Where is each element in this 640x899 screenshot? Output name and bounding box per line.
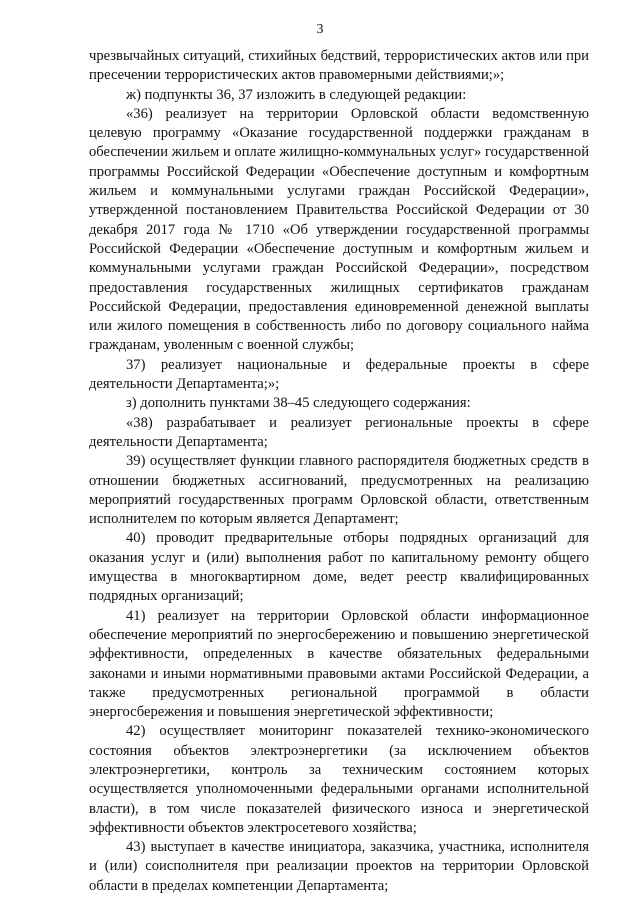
paragraph-item-42: 42) осуществляет мониторинг показателей технико-экономического состояния объектов электроэнергетики (за исключением объектов электроэнергетики, контроль за техническим состоянием которых осуществляется уполномоченными федеральными органами исполнительной власти), в том числе показателей физического износа и энергетической эффективности объектов электросетевого хозяйства; — [89, 723, 589, 836]
paragraph-item-37: 37) реализует национальные и федеральные проекты в сфере деятельности Департамента;»; — [89, 356, 589, 393]
paragraph-amendment-zh: ж) подпункты 36, 37 изложить в следующей редакции: — [126, 86, 467, 103]
document-body — [89, 47, 589, 896]
paragraph-item-39: 39) осуществляет функции главного распорядителя бюджетных средств в отношении бюджетных ассигнований, предусмотренных на реализацию мероприятий государственных программ Орловской области, ответственным исполнителем по которым является Департамент; — [89, 453, 589, 528]
paragraph-amendment-z: з) дополнить пунктами 38–45 следующего содержания: — [126, 395, 471, 412]
paragraph-item-38: «38) разрабатывает и реализует региональные проекты в сфере деятельности Департамента; — [89, 414, 589, 450]
paragraph-continuation: чрезвычайных ситуаций, стихийных бедствий, террористических актов или при пресечении террористических актов правомерными действиями;»; — [89, 48, 589, 84]
paragraph-item-41: 41) реализует на территории Орловской области информационное обеспечение мероприятий по энергосбережению и повышению энергетической эффективности, определенных в качестве обязательных федеральными законами и иными нормативными правовыми актами Российской Федерации, а также предусмотренных региональной программой в области энергосбережения и повышения энергетической эффективности; — [89, 607, 589, 721]
paragraph-item-43: 43) выступает в качестве инициатора, заказчика, участника, исполнителя и (или) соисполнителя при реализации проектов на территории Орловской области в пределах компетенции Департамента; — [89, 839, 589, 894]
paragraph-item-40: 40) проводит предварительные отборы подрядных организаций для оказания услуг и (или) выполнения работ по капитальному ремонту общего имущества в многоквартирном доме, ведет реестр квалифицированных подрядных организаций; — [89, 530, 589, 605]
paragraph-item-36: «36) реализует на территории Орловской области ведомственную целевую программу «Оказание государственной поддержки гражданам в обеспечении жильем и оплате жилищно-коммунальных услуг» государственной программы Российской Федерации «Обеспечение доступным и комфортным жильем и коммунальными услугами граждан Российской Федерации», утвержденной постановлением Правительства Российской Федерации от 30 декабря 2017 года № 1710 «Об утверждении государственной программы Российской Федерации «Обеспечение доступным и комфортным жильем и коммунальными услугами граждан Российской Федерации», посредством предоставления государственных жилищных сертификатов гражданам Российской Федерации, предоставления единовременной денежной выплаты или жилого помещения в собственность либо по договору социального найма гражданам, уволенным с военной службы; — [89, 105, 589, 354]
page-number: 3 — [316, 22, 324, 37]
